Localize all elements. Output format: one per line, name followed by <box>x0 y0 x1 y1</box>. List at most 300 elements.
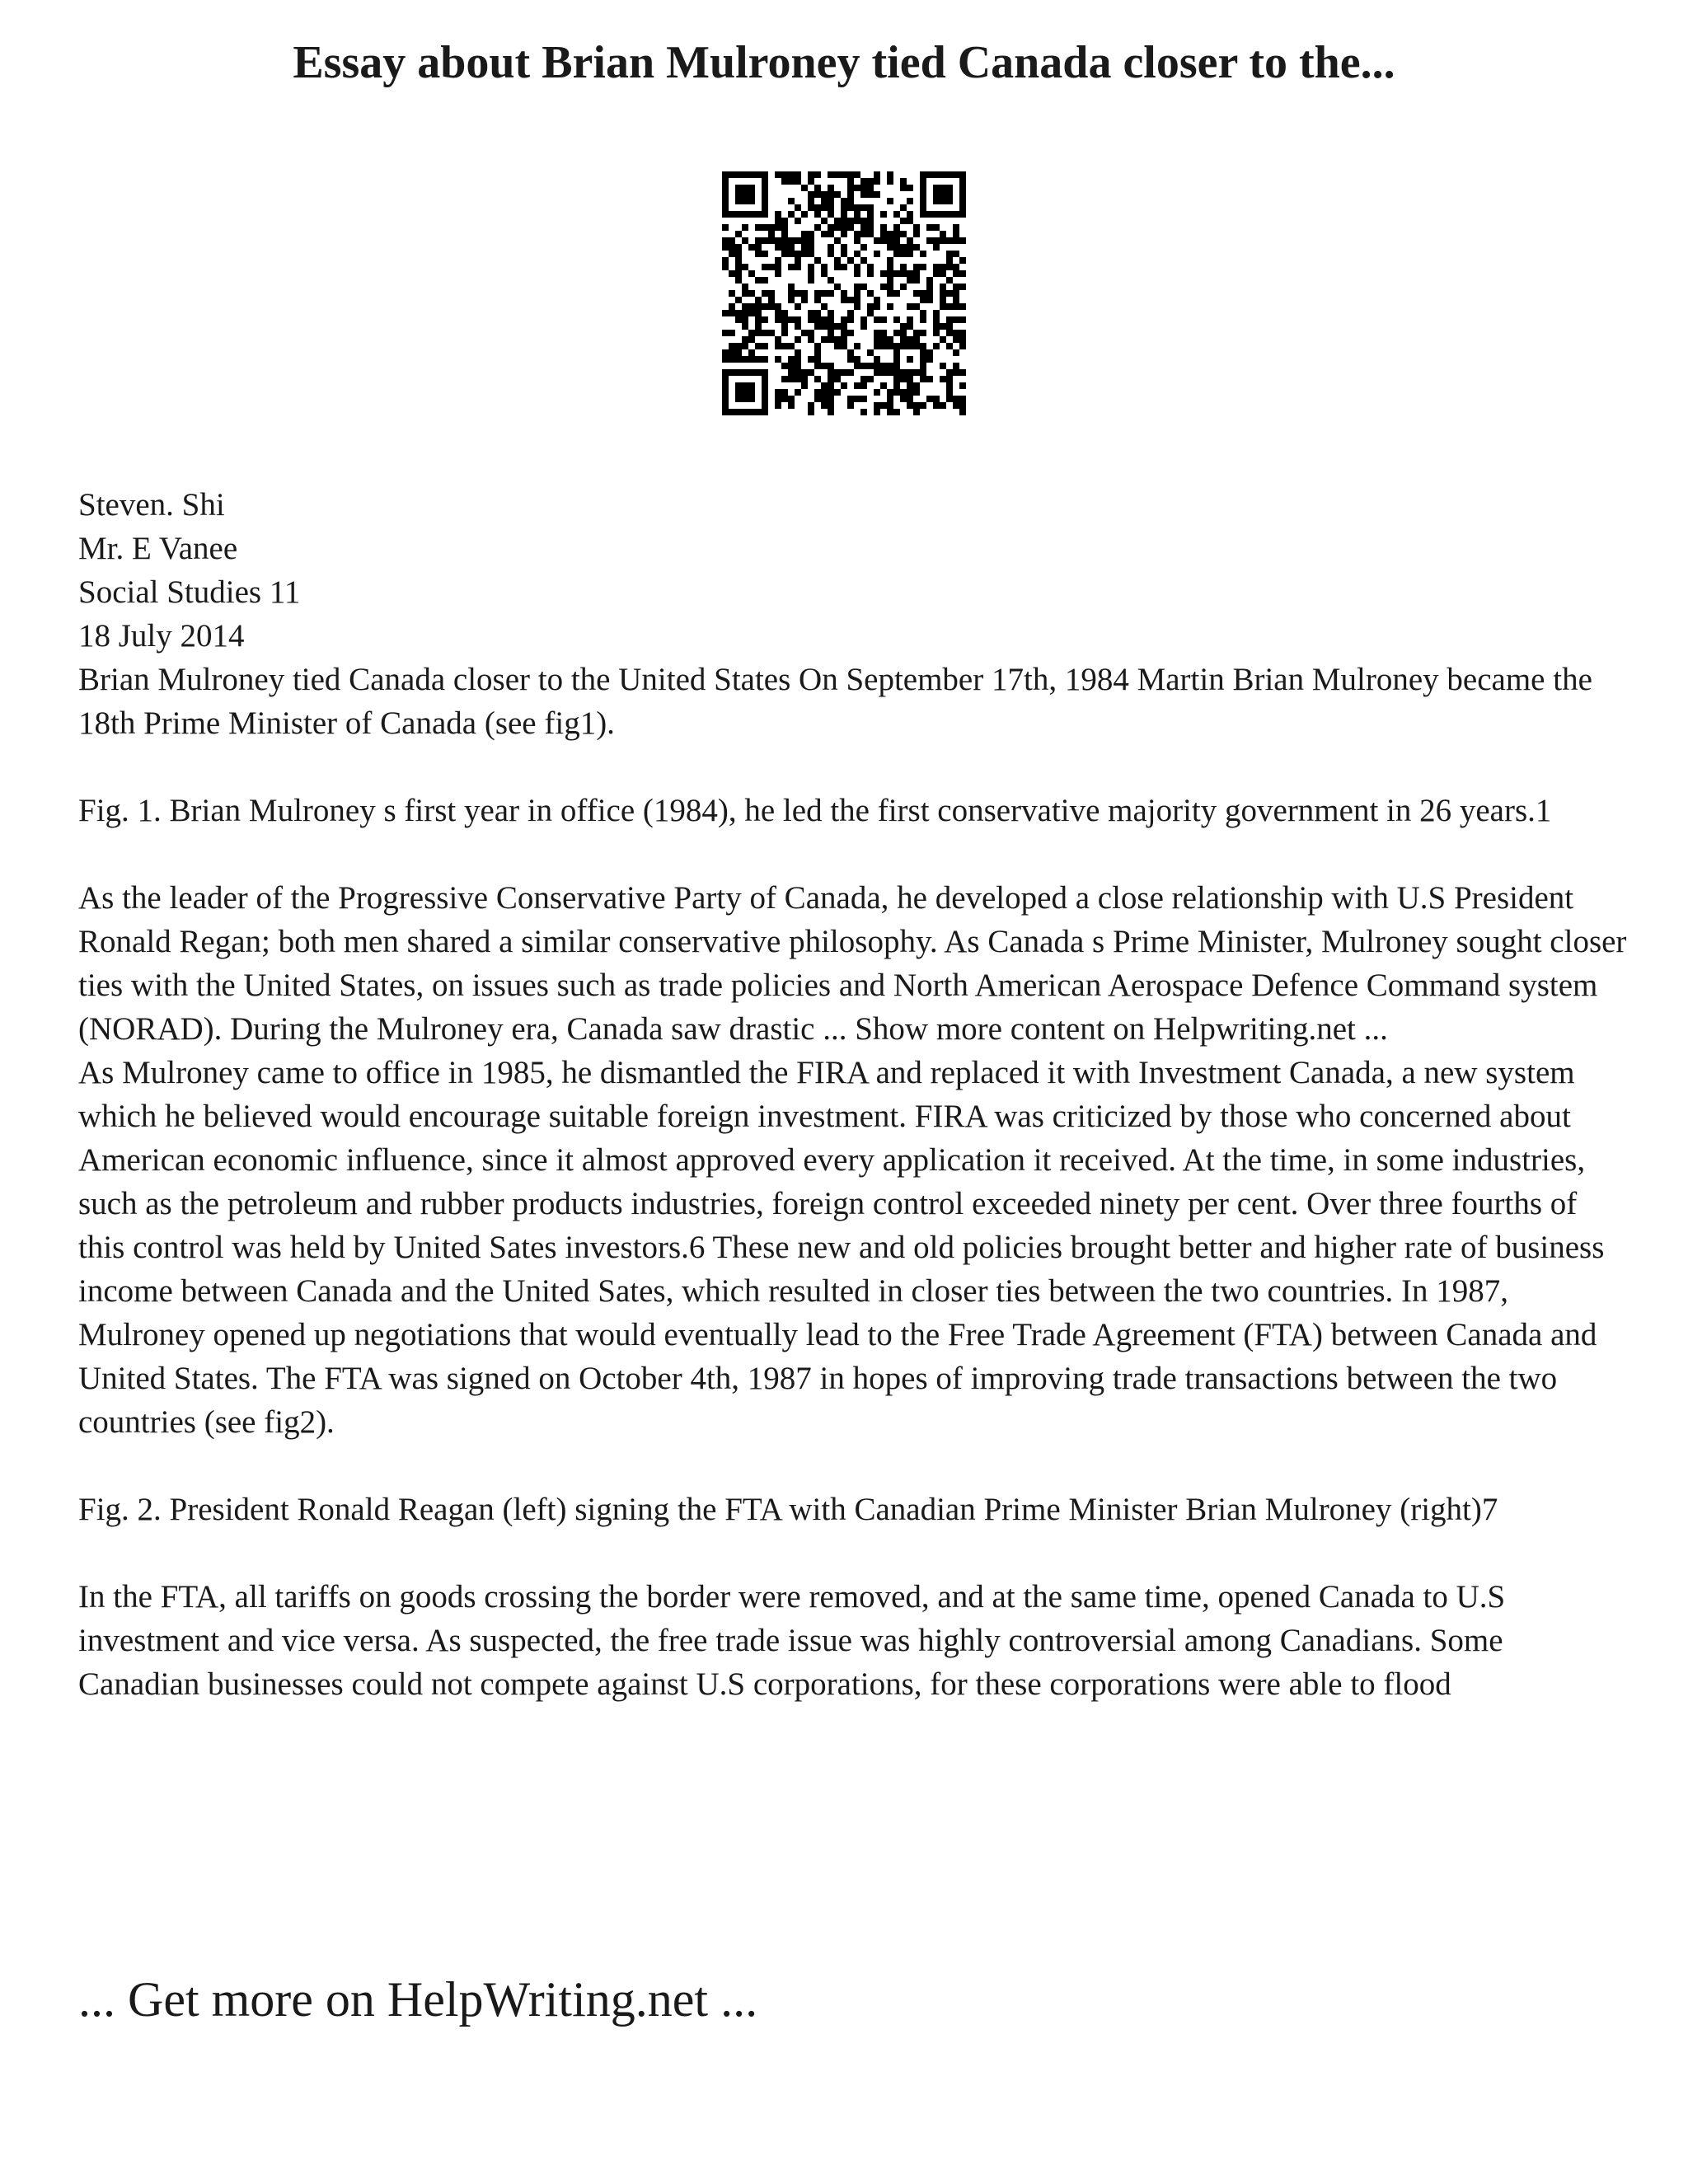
qr-module <box>814 191 821 198</box>
paragraph-1: As the leader of the Progressive Conservative Party of Canada, he developed a close relationship with U.S President Ronald Regan; both men shared a similar conservative philosophy. As Canada s Prime Minister, Mulroney sought closer ties with the United States, on issues such as trade policies and North American Aerospace Defence Command system (NORAD). During the Mulroney era, Canada saw drastic ... Show more content on Helpwriting.net ... <box>78 880 1627 1047</box>
qr-module <box>913 330 920 336</box>
qr-module <box>762 264 768 270</box>
qr-module <box>907 198 913 204</box>
qr-module <box>867 376 874 382</box>
qr-module <box>926 224 933 231</box>
qr-module <box>867 290 874 297</box>
qr-module <box>821 402 828 409</box>
qr-module <box>808 191 814 198</box>
qr-module <box>735 185 742 191</box>
qr-module <box>880 343 887 349</box>
qr-module <box>742 198 748 204</box>
qr-module <box>722 356 729 363</box>
qr-module <box>907 356 913 363</box>
qr-module <box>808 270 814 277</box>
qr-module <box>755 323 762 330</box>
qr-module <box>854 382 860 389</box>
qr-module <box>926 284 933 290</box>
qr-module <box>729 270 735 277</box>
qr-module <box>880 382 887 389</box>
qr-module <box>788 402 795 409</box>
qr-module <box>748 369 755 376</box>
qr-module <box>893 211 900 218</box>
qr-module <box>900 389 907 396</box>
qr-module <box>762 191 768 198</box>
qr-module <box>874 389 880 396</box>
qr-module <box>841 204 847 211</box>
qr-module <box>788 396 795 402</box>
qr-module <box>735 349 742 356</box>
qr-module <box>755 244 762 251</box>
qr-module <box>722 257 729 264</box>
qr-module <box>821 323 828 330</box>
qr-module <box>762 303 768 310</box>
qr-module <box>880 336 887 343</box>
qr-module <box>828 323 834 330</box>
qr-module <box>907 270 913 277</box>
qr-module <box>867 363 874 369</box>
qr-module <box>854 290 860 297</box>
qr-module <box>959 336 966 343</box>
qr-module <box>722 376 729 382</box>
qr-module <box>953 211 959 218</box>
qr-module <box>735 277 742 284</box>
qr-module <box>946 396 953 402</box>
qr-module <box>887 171 893 178</box>
qr-module <box>722 185 729 191</box>
qr-module <box>781 310 788 316</box>
qr-module <box>920 185 926 191</box>
qr-module <box>926 290 933 297</box>
qr-module <box>887 244 893 251</box>
qr-module <box>821 396 828 402</box>
qr-module <box>795 237 801 244</box>
qr-module <box>755 237 762 244</box>
qr-module <box>953 231 959 237</box>
qr-module <box>874 171 880 178</box>
qr-module <box>900 343 907 349</box>
qr-module <box>841 323 847 330</box>
qr-module <box>788 198 795 204</box>
qr-module <box>828 198 834 204</box>
qr-module <box>755 303 762 310</box>
qr-module <box>959 211 966 218</box>
qr-module <box>874 191 880 198</box>
qr-module <box>788 264 795 270</box>
qr-module <box>933 185 940 191</box>
qr-module <box>808 310 814 316</box>
qr-module <box>946 171 953 178</box>
qr-module <box>933 343 940 349</box>
qr-module <box>795 369 801 376</box>
qr-module <box>847 316 854 323</box>
qr-module <box>933 270 940 277</box>
qr-module <box>795 349 801 356</box>
qr-module <box>781 376 788 382</box>
qr-module <box>748 191 755 198</box>
qr-module <box>814 204 821 211</box>
qr-module <box>940 363 946 369</box>
qr-module <box>940 211 946 218</box>
qr-module <box>860 191 867 198</box>
qr-module <box>735 396 742 402</box>
qr-module <box>860 316 867 323</box>
qr-module <box>814 290 821 297</box>
qr-module <box>920 316 926 323</box>
qr-module <box>821 264 828 270</box>
qr-module <box>841 330 847 336</box>
qr-module <box>729 310 735 316</box>
qr-module <box>867 211 874 218</box>
qr-module <box>801 297 808 303</box>
qr-module <box>959 396 966 402</box>
qr-module <box>781 178 788 185</box>
qr-module <box>735 270 742 277</box>
qr-module <box>940 185 946 191</box>
qr-module <box>768 297 775 303</box>
qr-module <box>735 369 742 376</box>
qr-module <box>762 171 768 178</box>
qr-module <box>847 297 854 303</box>
qr-module <box>742 382 748 389</box>
qr-module <box>735 231 742 237</box>
qr-module <box>893 382 900 389</box>
qr-module <box>762 316 768 323</box>
qr-module <box>913 224 920 231</box>
qr-module <box>953 402 959 409</box>
qr-module <box>900 231 907 237</box>
qr-module <box>913 389 920 396</box>
qr-module <box>775 237 781 244</box>
qr-module <box>814 171 821 178</box>
qr-module <box>874 316 880 323</box>
qr-module <box>959 409 966 415</box>
qr-module <box>781 244 788 251</box>
qr-module <box>860 409 867 415</box>
qr-module <box>900 323 907 330</box>
qr-module <box>735 382 742 389</box>
qr-module <box>762 369 768 376</box>
qr-module <box>748 303 755 310</box>
qr-module <box>893 251 900 257</box>
qr-module <box>913 290 920 297</box>
qr-module <box>808 330 814 336</box>
qr-module <box>742 191 748 198</box>
qr-module <box>880 369 887 376</box>
qr-module <box>748 396 755 402</box>
qr-module <box>893 389 900 396</box>
qr-module <box>900 330 907 336</box>
qr-module <box>808 251 814 257</box>
qr-module <box>841 231 847 237</box>
qr-module <box>874 178 880 185</box>
qr-module <box>887 343 893 349</box>
qr-module <box>887 270 893 277</box>
qr-module <box>854 264 860 270</box>
qr-module <box>860 396 867 402</box>
qr-module <box>854 356 860 363</box>
qr-module <box>762 402 768 409</box>
qr-module <box>926 356 933 363</box>
qr-module <box>874 356 880 363</box>
qr-module <box>946 257 953 264</box>
qr-module <box>940 336 946 343</box>
qr-module <box>926 237 933 244</box>
qr-module <box>781 218 788 224</box>
qr-module <box>834 369 841 376</box>
qr-module <box>755 251 762 257</box>
qr-module <box>847 218 854 224</box>
qr-module <box>788 284 795 290</box>
qr-module <box>722 396 729 402</box>
qr-module <box>867 224 874 231</box>
qr-module <box>860 257 867 264</box>
qr-module <box>959 191 966 198</box>
qr-module <box>854 363 860 369</box>
qr-module <box>860 323 867 330</box>
qr-module <box>834 264 841 270</box>
qr-module <box>847 396 854 402</box>
qr-module <box>847 257 854 264</box>
qr-module <box>795 316 801 323</box>
qr-module <box>854 297 860 303</box>
qr-module <box>729 237 735 244</box>
qr-module <box>814 297 821 303</box>
qr-module <box>933 402 940 409</box>
qr-module <box>768 303 775 310</box>
qr-module <box>920 198 926 204</box>
qr-module <box>722 178 729 185</box>
qr-module <box>874 330 880 336</box>
qr-module <box>748 409 755 415</box>
qr-module <box>933 396 940 402</box>
qr-module <box>768 231 775 237</box>
qr-module <box>946 343 953 349</box>
qr-module <box>880 316 887 323</box>
qr-module <box>808 244 814 251</box>
qr-module <box>887 277 893 284</box>
qr-module <box>933 198 940 204</box>
qr-module <box>900 204 907 211</box>
qr-module <box>762 178 768 185</box>
get-more-link[interactable]: ... Get more on HelpWriting.net ... <box>78 1972 758 2027</box>
qr-module <box>847 198 854 204</box>
qr-module <box>788 363 795 369</box>
qr-module <box>762 204 768 211</box>
qr-module <box>953 284 959 290</box>
qr-module <box>722 409 729 415</box>
qr-module <box>814 310 821 316</box>
qr-module <box>920 264 926 270</box>
qr-module <box>920 204 926 211</box>
qr-module <box>946 290 953 297</box>
qr-module <box>814 376 821 382</box>
qr-module <box>933 224 940 231</box>
qr-module <box>735 264 742 270</box>
qr-module <box>860 224 867 231</box>
qr-module <box>808 198 814 204</box>
qr-module <box>775 257 781 264</box>
qr-module <box>867 204 874 211</box>
qr-module <box>742 343 748 349</box>
qr-module <box>953 171 959 178</box>
qr-module <box>788 244 795 251</box>
qr-module <box>854 251 860 257</box>
qr-module <box>946 264 953 270</box>
qr-module <box>781 231 788 237</box>
qr-module <box>775 310 781 316</box>
qr-module <box>748 356 755 363</box>
qr-module <box>795 303 801 310</box>
qr-module <box>900 284 907 290</box>
qr-module <box>821 231 828 237</box>
qr-module <box>907 336 913 343</box>
qr-module <box>900 270 907 277</box>
qr-module <box>801 185 808 191</box>
qr-module <box>729 303 735 310</box>
qr-module <box>808 231 814 237</box>
qr-module <box>735 310 742 316</box>
qr-module <box>860 382 867 389</box>
qr-module <box>801 330 808 336</box>
qr-module <box>893 244 900 251</box>
qr-module <box>814 185 821 191</box>
qr-module <box>755 277 762 284</box>
qr-module <box>742 303 748 310</box>
qr-module <box>722 171 729 178</box>
qr-module <box>781 323 788 330</box>
qr-module <box>953 270 959 277</box>
qr-module <box>940 303 946 310</box>
qr-module <box>887 257 893 264</box>
qr-module <box>887 396 893 402</box>
qr-module <box>920 178 926 185</box>
qr-module <box>893 330 900 336</box>
qr-module <box>821 389 828 396</box>
qr-module <box>907 211 913 218</box>
qr-module <box>755 297 762 303</box>
qr-module <box>847 185 854 191</box>
qr-module <box>880 270 887 277</box>
qr-module <box>748 290 755 297</box>
qr-module <box>814 343 821 349</box>
qr-module <box>933 323 940 330</box>
qr-module <box>860 185 867 191</box>
qr-module <box>828 204 834 211</box>
qr-module <box>847 171 854 178</box>
qr-module <box>920 402 926 409</box>
qr-module <box>768 237 775 244</box>
qr-module <box>847 191 854 198</box>
qr-module <box>933 330 940 336</box>
qr-module <box>854 237 860 244</box>
qr-module <box>847 330 854 336</box>
course-name: Social Studies 11 <box>78 574 301 610</box>
qr-module <box>920 191 926 198</box>
qr-module <box>953 224 959 231</box>
qr-module <box>920 349 926 356</box>
qr-module <box>742 336 748 343</box>
qr-module <box>847 349 854 356</box>
qr-module <box>953 330 959 336</box>
qr-module <box>748 198 755 204</box>
qr-module <box>762 376 768 382</box>
qr-module <box>821 191 828 198</box>
qr-module <box>729 244 735 251</box>
qr-module <box>946 277 953 284</box>
qr-module <box>722 237 729 244</box>
qr-module <box>959 369 966 376</box>
qr-module <box>808 178 814 185</box>
qr-module <box>907 237 913 244</box>
qr-module <box>959 316 966 323</box>
qr-module <box>795 204 801 211</box>
qr-module <box>940 376 946 382</box>
qr-module <box>834 284 841 290</box>
qr-module <box>907 389 913 396</box>
qr-module <box>775 270 781 277</box>
qr-module <box>913 343 920 349</box>
qr-module <box>913 409 920 415</box>
qr-module <box>959 198 966 204</box>
qr-module <box>907 343 913 349</box>
qr-module <box>887 264 893 270</box>
qr-module <box>860 218 867 224</box>
qr-module <box>959 237 966 244</box>
qr-module <box>755 330 762 336</box>
qr-module <box>920 171 926 178</box>
qr-module <box>854 231 860 237</box>
qr-module <box>907 323 913 330</box>
qr-module <box>762 396 768 402</box>
qr-module <box>893 356 900 363</box>
qr-module <box>880 284 887 290</box>
qr-module <box>788 237 795 244</box>
qr-module <box>946 211 953 218</box>
qr-module <box>907 303 913 310</box>
qr-module <box>867 185 874 191</box>
qr-module <box>893 363 900 369</box>
qr-module <box>755 369 762 376</box>
qr-module <box>742 185 748 191</box>
qr-module <box>821 336 828 343</box>
qr-module <box>834 323 841 330</box>
qr-module <box>880 211 887 218</box>
qr-module <box>959 257 966 264</box>
qr-module <box>781 330 788 336</box>
qr-module <box>926 297 933 303</box>
qr-module <box>821 204 828 211</box>
qr-module <box>946 303 953 310</box>
qr-module <box>834 237 841 244</box>
qr-module <box>847 369 854 376</box>
qr-module <box>828 224 834 231</box>
qr-module <box>940 191 946 198</box>
qr-module <box>755 343 762 349</box>
qr-module <box>854 185 860 191</box>
qr-module <box>926 211 933 218</box>
qr-module <box>788 369 795 376</box>
qr-module <box>913 382 920 389</box>
qr-module <box>867 349 874 356</box>
qr-module <box>775 264 781 270</box>
qr-module <box>907 369 913 376</box>
qr-module <box>900 264 907 270</box>
qr-module <box>808 409 814 415</box>
qr-module <box>788 251 795 257</box>
qr-module <box>946 316 953 323</box>
qr-module <box>841 297 847 303</box>
